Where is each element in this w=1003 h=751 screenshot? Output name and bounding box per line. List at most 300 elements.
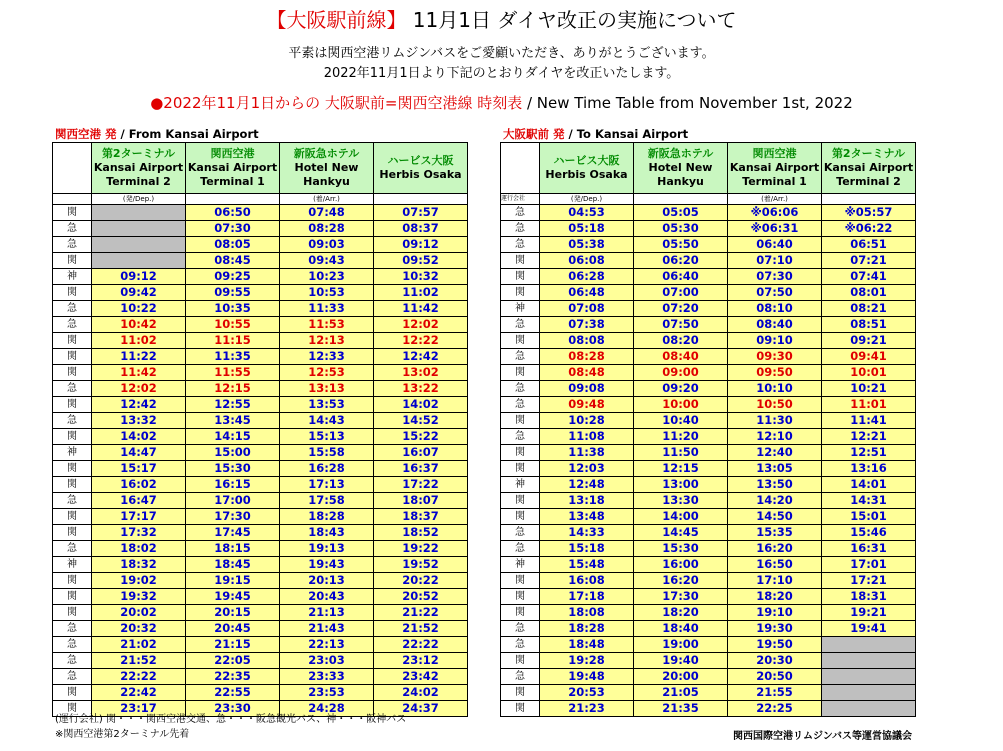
time-cell: 09:50 bbox=[728, 365, 822, 381]
operator-cell: 関 bbox=[501, 461, 540, 477]
time-cell: 21:55 bbox=[728, 685, 822, 701]
time-cell: 21:35 bbox=[634, 701, 728, 717]
time-cell: 10:00 bbox=[634, 397, 728, 413]
operator-cell: 関 bbox=[501, 365, 540, 381]
time-cell: 11:20 bbox=[634, 429, 728, 445]
time-cell: 23:12 bbox=[374, 653, 468, 669]
table-row bbox=[501, 365, 916, 381]
time-cell: 08:01 bbox=[822, 285, 916, 301]
time-cell: 05:38 bbox=[540, 237, 634, 253]
time-cell: 09:48 bbox=[540, 397, 634, 413]
time-cell: 12:03 bbox=[540, 461, 634, 477]
intro-text bbox=[0, 44, 1003, 84]
operator-cell: 急 bbox=[53, 317, 92, 333]
table-row bbox=[501, 557, 916, 573]
operator-cell: 急 bbox=[53, 221, 92, 237]
time-cell: 08:28 bbox=[280, 221, 374, 237]
time-cell: 18:31 bbox=[822, 589, 916, 605]
time-cell: 21:43 bbox=[280, 621, 374, 637]
time-cell: 17:30 bbox=[186, 509, 280, 525]
operator-cell: 関 bbox=[501, 701, 540, 717]
time-cell: 05:50 bbox=[634, 237, 728, 253]
time-cell: 09:12 bbox=[92, 269, 186, 285]
time-cell: 23:53 bbox=[280, 685, 374, 701]
column-header-en: Hotel New Hankyu bbox=[648, 161, 713, 188]
time-cell: 19:02 bbox=[92, 573, 186, 589]
from-airport-label-jp: 関西空港 発 bbox=[55, 127, 117, 141]
time-cell: 20:45 bbox=[186, 621, 280, 637]
timetable-subtitle bbox=[0, 92, 1003, 113]
time-cell: 15:17 bbox=[92, 461, 186, 477]
time-cell: 06:08 bbox=[540, 253, 634, 269]
page-title bbox=[0, 4, 1003, 33]
column-header bbox=[92, 143, 186, 194]
time-cell: 13:45 bbox=[186, 413, 280, 429]
table-row bbox=[501, 685, 916, 701]
time-cell: 21:02 bbox=[92, 637, 186, 653]
time-cell: 14:45 bbox=[634, 525, 728, 541]
operator-cell: 急 bbox=[501, 381, 540, 397]
time-cell: 21:05 bbox=[634, 685, 728, 701]
time-cell: 14:50 bbox=[728, 509, 822, 525]
table-row bbox=[53, 493, 468, 509]
operator-cell: 関 bbox=[501, 685, 540, 701]
time-cell: 18:20 bbox=[728, 589, 822, 605]
operator-cell: 関 bbox=[53, 429, 92, 445]
time-cell: 21:52 bbox=[374, 621, 468, 637]
time-cell: 11:38 bbox=[540, 445, 634, 461]
time-cell: 11:53 bbox=[280, 317, 374, 333]
time-cell: 11:30 bbox=[728, 413, 822, 429]
time-cell: 11:01 bbox=[822, 397, 916, 413]
operator-cell: 急 bbox=[53, 381, 92, 397]
header-note: (着/Arr.) bbox=[728, 194, 822, 205]
time-cell: 06:48 bbox=[540, 285, 634, 301]
table-row bbox=[53, 685, 468, 701]
time-cell: 11:35 bbox=[186, 349, 280, 365]
time-cell: 15:46 bbox=[822, 525, 916, 541]
time-cell: 07:00 bbox=[634, 285, 728, 301]
no-service-cell bbox=[92, 237, 186, 253]
time-cell: 12:40 bbox=[728, 445, 822, 461]
time-cell: 07:48 bbox=[280, 205, 374, 221]
table-row bbox=[53, 205, 468, 221]
no-service-cell bbox=[822, 669, 916, 685]
column-header bbox=[540, 143, 634, 194]
operator-cell: 急 bbox=[501, 525, 540, 541]
time-cell: 18:37 bbox=[374, 509, 468, 525]
time-cell: 19:50 bbox=[728, 637, 822, 653]
time-cell: 22:13 bbox=[280, 637, 374, 653]
operator-cell: 関 bbox=[501, 253, 540, 269]
time-cell: 12:15 bbox=[634, 461, 728, 477]
column-header-en: Herbis Osaka bbox=[379, 168, 462, 181]
time-cell: 17:18 bbox=[540, 589, 634, 605]
time-cell: 09:41 bbox=[822, 349, 916, 365]
operator-cell: 関 bbox=[53, 205, 92, 221]
operator-cell: 急 bbox=[53, 413, 92, 429]
table-row bbox=[53, 637, 468, 653]
time-cell: 21:13 bbox=[280, 605, 374, 621]
table-row bbox=[53, 589, 468, 605]
time-cell: 14:33 bbox=[540, 525, 634, 541]
time-cell: 08:05 bbox=[186, 237, 280, 253]
operator-cell: 関 bbox=[53, 509, 92, 525]
time-cell: ※05:57 bbox=[822, 205, 916, 221]
time-cell: ※06:22 bbox=[822, 221, 916, 237]
operator-cell: 関 bbox=[501, 589, 540, 605]
time-cell: 17:10 bbox=[728, 573, 822, 589]
operator-cell: 関 bbox=[501, 653, 540, 669]
table-row bbox=[501, 349, 916, 365]
column-header-jp: ハービス大阪 bbox=[387, 154, 454, 167]
table-row bbox=[501, 205, 916, 221]
time-cell: 22:22 bbox=[374, 637, 468, 653]
corner-cell bbox=[501, 143, 540, 194]
time-cell: 10:28 bbox=[540, 413, 634, 429]
table-row bbox=[53, 333, 468, 349]
time-cell: 23:03 bbox=[280, 653, 374, 669]
table-row bbox=[501, 477, 916, 493]
table-row bbox=[53, 285, 468, 301]
time-cell: 14:02 bbox=[374, 397, 468, 413]
time-cell: 07:41 bbox=[822, 269, 916, 285]
time-cell: 18:48 bbox=[540, 637, 634, 653]
time-cell: 13:50 bbox=[728, 477, 822, 493]
no-service-cell bbox=[92, 221, 186, 237]
time-cell: 14:31 bbox=[822, 493, 916, 509]
table-row bbox=[53, 365, 468, 381]
time-cell: 09:42 bbox=[92, 285, 186, 301]
time-cell: 12:21 bbox=[822, 429, 916, 445]
table-row bbox=[501, 253, 916, 269]
time-cell: 23:30 bbox=[186, 701, 280, 717]
time-cell: 20:13 bbox=[280, 573, 374, 589]
time-cell: 16:31 bbox=[822, 541, 916, 557]
time-cell: 09:30 bbox=[728, 349, 822, 365]
operator-cell: 急 bbox=[501, 669, 540, 685]
operator-cell: 急 bbox=[53, 669, 92, 685]
time-cell: 07:20 bbox=[634, 301, 728, 317]
time-cell: 16:28 bbox=[280, 461, 374, 477]
time-cell: 14:01 bbox=[822, 477, 916, 493]
time-cell: 09:08 bbox=[540, 381, 634, 397]
operator-cell: 急 bbox=[501, 317, 540, 333]
time-cell: 10:42 bbox=[92, 317, 186, 333]
time-cell: 16:02 bbox=[92, 477, 186, 493]
time-cell: 14:43 bbox=[280, 413, 374, 429]
time-cell: 15:13 bbox=[280, 429, 374, 445]
column-header bbox=[634, 143, 728, 194]
operator-cell: 急 bbox=[53, 237, 92, 253]
operator-cell: 神 bbox=[501, 301, 540, 317]
time-cell: 16:20 bbox=[634, 573, 728, 589]
operator-cell: 急 bbox=[501, 541, 540, 557]
time-cell: 12:51 bbox=[822, 445, 916, 461]
operator-cell: 関 bbox=[53, 477, 92, 493]
time-cell: 18:20 bbox=[634, 605, 728, 621]
time-cell: 17:00 bbox=[186, 493, 280, 509]
time-cell: 16:50 bbox=[728, 557, 822, 573]
operator-cell: 関 bbox=[501, 333, 540, 349]
time-cell: 15:18 bbox=[540, 541, 634, 557]
column-header bbox=[186, 143, 280, 194]
time-cell: 08:21 bbox=[822, 301, 916, 317]
time-cell: 24:02 bbox=[374, 685, 468, 701]
table-row bbox=[53, 605, 468, 621]
column-header-en: Kansai Airport Terminal 2 bbox=[93, 161, 184, 188]
time-cell: 07:08 bbox=[540, 301, 634, 317]
time-cell: 19:48 bbox=[540, 669, 634, 685]
operator-cell: 関 bbox=[53, 701, 92, 717]
time-cell: ※06:06 bbox=[728, 205, 822, 221]
to-airport-label bbox=[503, 126, 688, 142]
time-cell: 15:22 bbox=[374, 429, 468, 445]
time-cell: 15:01 bbox=[822, 509, 916, 525]
header-note bbox=[634, 194, 728, 205]
time-cell: 08:40 bbox=[728, 317, 822, 333]
table-row bbox=[501, 621, 916, 637]
time-cell: 10:01 bbox=[822, 365, 916, 381]
time-cell: 11:08 bbox=[540, 429, 634, 445]
time-cell: 05:30 bbox=[634, 221, 728, 237]
operator-cell: 急 bbox=[501, 429, 540, 445]
time-cell: 13:53 bbox=[280, 397, 374, 413]
subtitle-jp: ●2022年11月1日からの 大阪駅前=関西空港線 時刻表 bbox=[150, 94, 523, 112]
time-cell: 20:32 bbox=[92, 621, 186, 637]
time-cell: 11:55 bbox=[186, 365, 280, 381]
table-row bbox=[53, 317, 468, 333]
time-cell: 13:02 bbox=[374, 365, 468, 381]
operator-cell: 関 bbox=[501, 285, 540, 301]
operator-cell: 関 bbox=[53, 253, 92, 269]
header-note bbox=[374, 194, 468, 205]
column-header-jp: 新阪急ホテル bbox=[647, 147, 714, 160]
table-row bbox=[53, 221, 468, 237]
intro-line-1: 平素は関西空港リムジンバスをご愛顧いただき、ありがとうございます。 bbox=[288, 46, 715, 61]
time-cell: 19:41 bbox=[822, 621, 916, 637]
time-cell: 16:00 bbox=[634, 557, 728, 573]
table-row bbox=[53, 445, 468, 461]
time-cell: 06:40 bbox=[728, 237, 822, 253]
header-note: (発/Dep.) bbox=[540, 194, 634, 205]
time-cell: 23:42 bbox=[374, 669, 468, 685]
table-row bbox=[53, 541, 468, 557]
operator-cell: 急 bbox=[53, 301, 92, 317]
time-cell: 17:13 bbox=[280, 477, 374, 493]
from-airport-label bbox=[55, 126, 259, 142]
time-cell: 08:08 bbox=[540, 333, 634, 349]
time-cell: 11:02 bbox=[374, 285, 468, 301]
time-cell: 20:22 bbox=[374, 573, 468, 589]
time-cell: 16:37 bbox=[374, 461, 468, 477]
to-airport-timetable bbox=[500, 142, 916, 717]
table-row bbox=[501, 237, 916, 253]
operator-cell: 関 bbox=[53, 461, 92, 477]
time-cell: 07:50 bbox=[728, 285, 822, 301]
time-cell: 15:00 bbox=[186, 445, 280, 461]
time-cell: 15:35 bbox=[728, 525, 822, 541]
time-cell: 20:43 bbox=[280, 589, 374, 605]
table-row bbox=[501, 269, 916, 285]
time-cell: 13:13 bbox=[280, 381, 374, 397]
time-cell: 17:32 bbox=[92, 525, 186, 541]
header-note bbox=[822, 194, 916, 205]
time-cell: 18:07 bbox=[374, 493, 468, 509]
time-cell: 16:15 bbox=[186, 477, 280, 493]
operator-cell: 神 bbox=[53, 557, 92, 573]
operator-cell: 急 bbox=[53, 541, 92, 557]
table-row bbox=[53, 253, 468, 269]
time-cell: 21:52 bbox=[92, 653, 186, 669]
time-cell: 10:10 bbox=[728, 381, 822, 397]
time-cell: 09:25 bbox=[186, 269, 280, 285]
time-cell: 09:52 bbox=[374, 253, 468, 269]
time-cell: 08:40 bbox=[634, 349, 728, 365]
time-cell: 18:43 bbox=[280, 525, 374, 541]
time-cell: 12:42 bbox=[374, 349, 468, 365]
operator-cell: 急 bbox=[501, 397, 540, 413]
time-cell: 08:28 bbox=[540, 349, 634, 365]
subtitle-en: / New Time Table from November 1st, 2022 bbox=[522, 94, 853, 112]
operator-cell: 関 bbox=[53, 573, 92, 589]
time-cell: 11:02 bbox=[92, 333, 186, 349]
time-cell: 10:35 bbox=[186, 301, 280, 317]
no-service-cell bbox=[822, 637, 916, 653]
time-cell: 21:15 bbox=[186, 637, 280, 653]
time-cell: 17:17 bbox=[92, 509, 186, 525]
operator-cell: 急 bbox=[53, 493, 92, 509]
time-cell: 17:22 bbox=[374, 477, 468, 493]
time-cell: 13:16 bbox=[822, 461, 916, 477]
table-row bbox=[501, 509, 916, 525]
time-cell: 18:28 bbox=[280, 509, 374, 525]
time-cell: 22:42 bbox=[92, 685, 186, 701]
table-row bbox=[53, 237, 468, 253]
time-cell: 11:42 bbox=[92, 365, 186, 381]
time-cell: 12:13 bbox=[280, 333, 374, 349]
operator-cell: 関 bbox=[501, 445, 540, 461]
time-cell: 17:30 bbox=[634, 589, 728, 605]
table-row bbox=[53, 525, 468, 541]
column-header-jp: ハービス大阪 bbox=[553, 154, 620, 167]
operator-cell: 急 bbox=[53, 637, 92, 653]
time-cell: ※06:31 bbox=[728, 221, 822, 237]
operator-cell: 急 bbox=[501, 637, 540, 653]
time-cell: 12:02 bbox=[92, 381, 186, 397]
time-cell: 16:20 bbox=[728, 541, 822, 557]
operator-cell: 関 bbox=[53, 397, 92, 413]
time-cell: 10:55 bbox=[186, 317, 280, 333]
table-row bbox=[501, 605, 916, 621]
column-header bbox=[280, 143, 374, 194]
time-cell: 23:33 bbox=[280, 669, 374, 685]
time-cell: 12:15 bbox=[186, 381, 280, 397]
time-cell: 18:02 bbox=[92, 541, 186, 557]
time-cell: 19:13 bbox=[280, 541, 374, 557]
operator-cell: 神 bbox=[501, 557, 540, 573]
operator-cell: 急 bbox=[53, 653, 92, 669]
time-cell: 20:00 bbox=[634, 669, 728, 685]
time-cell: 05:05 bbox=[634, 205, 728, 221]
time-cell: 19:45 bbox=[186, 589, 280, 605]
time-cell: 11:41 bbox=[822, 413, 916, 429]
table-row bbox=[501, 701, 916, 717]
operator-cell: 関 bbox=[53, 365, 92, 381]
time-cell: 20:53 bbox=[540, 685, 634, 701]
operator-cell: 関 bbox=[501, 269, 540, 285]
time-cell: 11:15 bbox=[186, 333, 280, 349]
column-header-en: Hotel New Hankyu bbox=[294, 161, 359, 188]
intro-line-2: 2022年11月1日より下記のとおりダイヤを改正いたします。 bbox=[323, 66, 680, 81]
time-cell: 15:48 bbox=[540, 557, 634, 573]
time-cell: 22:22 bbox=[92, 669, 186, 685]
time-cell: 19:10 bbox=[728, 605, 822, 621]
column-header-en: Kansai Airport Terminal 1 bbox=[187, 161, 278, 188]
time-cell: 09:00 bbox=[634, 365, 728, 381]
operator-cell: 関 bbox=[53, 333, 92, 349]
operator-cell: 急 bbox=[501, 221, 540, 237]
table-row bbox=[501, 573, 916, 589]
time-cell: 12:55 bbox=[186, 397, 280, 413]
to-airport-label-en: / To Kansai Airport bbox=[564, 127, 689, 141]
operator-cell: 急 bbox=[501, 205, 540, 221]
column-header-jp: 第2ターミナル bbox=[101, 147, 176, 160]
time-cell: 08:51 bbox=[822, 317, 916, 333]
time-cell: 10:21 bbox=[822, 381, 916, 397]
table-row bbox=[501, 397, 916, 413]
column-header bbox=[822, 143, 916, 194]
time-cell: 19:28 bbox=[540, 653, 634, 669]
time-cell: 22:25 bbox=[728, 701, 822, 717]
column-header bbox=[374, 143, 468, 194]
time-cell: 19:52 bbox=[374, 557, 468, 573]
time-cell: 18:08 bbox=[540, 605, 634, 621]
time-cell: 07:10 bbox=[728, 253, 822, 269]
time-cell: 09:10 bbox=[728, 333, 822, 349]
from-airport-timetable bbox=[52, 142, 468, 717]
time-cell: 12:02 bbox=[374, 317, 468, 333]
time-cell: 19:30 bbox=[728, 621, 822, 637]
time-cell: 16:47 bbox=[92, 493, 186, 509]
time-cell: 06:20 bbox=[634, 253, 728, 269]
header-note bbox=[186, 194, 280, 205]
no-service-cell bbox=[92, 205, 186, 221]
time-cell: 20:30 bbox=[728, 653, 822, 669]
operator-cell: 急 bbox=[501, 349, 540, 365]
time-cell: 13:48 bbox=[540, 509, 634, 525]
time-cell: 08:48 bbox=[540, 365, 634, 381]
title-text: 11月1日 ダイヤ改正の実施について bbox=[406, 8, 737, 32]
table-row bbox=[53, 349, 468, 365]
time-cell: 05:18 bbox=[540, 221, 634, 237]
table-row bbox=[53, 381, 468, 397]
header-note: 運行会社 bbox=[501, 194, 540, 205]
time-cell: 11:42 bbox=[374, 301, 468, 317]
time-cell: 07:30 bbox=[728, 269, 822, 285]
time-cell: 14:00 bbox=[634, 509, 728, 525]
time-cell: 10:32 bbox=[374, 269, 468, 285]
time-cell: 14:20 bbox=[728, 493, 822, 509]
time-cell: 08:10 bbox=[728, 301, 822, 317]
time-cell: 09:21 bbox=[822, 333, 916, 349]
operator-cell: 関 bbox=[53, 685, 92, 701]
time-cell: 04:53 bbox=[540, 205, 634, 221]
time-cell: 17:01 bbox=[822, 557, 916, 573]
table-row bbox=[53, 509, 468, 525]
table-row bbox=[501, 525, 916, 541]
time-cell: 07:30 bbox=[186, 221, 280, 237]
